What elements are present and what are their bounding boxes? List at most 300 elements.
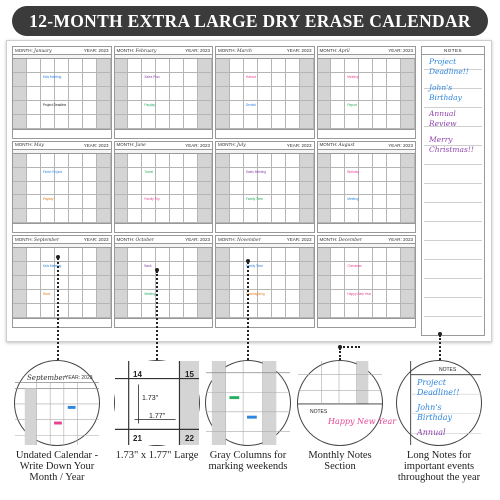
day-cell[interactable]	[258, 262, 272, 276]
weekend-cell[interactable]	[401, 304, 415, 318]
weekend-cell[interactable]	[401, 101, 415, 115]
weekend-cell[interactable]	[13, 195, 27, 209]
day-cell[interactable]	[244, 276, 258, 290]
weekend-cell[interactable]	[401, 262, 415, 276]
weekend-cell[interactable]	[216, 290, 230, 304]
day-cell[interactable]	[373, 248, 387, 262]
weekend-cell[interactable]	[97, 290, 111, 304]
weekend-cell[interactable]	[97, 73, 111, 87]
weekend-cell[interactable]	[216, 248, 230, 262]
day-cell[interactable]	[142, 101, 156, 115]
day-cell[interactable]	[272, 248, 286, 262]
day-cell[interactable]	[83, 73, 97, 87]
monthly-notes-section[interactable]	[216, 129, 314, 138]
weekend-cell[interactable]	[300, 101, 314, 115]
weekend-cell[interactable]	[13, 154, 27, 168]
monthly-notes-section[interactable]	[318, 318, 416, 327]
day-cell[interactable]	[170, 262, 184, 276]
day-cell[interactable]	[142, 59, 156, 73]
weekend-cell[interactable]	[216, 154, 230, 168]
weekend-cell[interactable]	[97, 304, 111, 318]
day-cell[interactable]	[286, 195, 300, 209]
day-cell[interactable]	[55, 73, 69, 87]
day-cell[interactable]	[230, 59, 244, 73]
weekend-cell[interactable]	[300, 115, 314, 129]
day-cell[interactable]	[272, 87, 286, 101]
weekend-cell[interactable]	[300, 154, 314, 168]
day-cell[interactable]	[345, 154, 359, 168]
day-cell[interactable]	[41, 101, 67, 115]
weekend-cell[interactable]	[97, 87, 111, 101]
day-cell[interactable]	[184, 115, 198, 129]
weekend-cell[interactable]	[318, 290, 332, 304]
day-cell[interactable]	[170, 209, 184, 223]
weekend-cell[interactable]	[115, 209, 129, 223]
day-cell[interactable]	[83, 248, 97, 262]
day-cell[interactable]	[331, 209, 345, 223]
day-cell[interactable]	[83, 304, 97, 318]
weekend-cell[interactable]	[13, 276, 27, 290]
day-cell[interactable]	[41, 290, 55, 304]
weekend-cell[interactable]	[115, 59, 129, 73]
day-cell[interactable]	[286, 168, 300, 182]
weekend-cell[interactable]	[198, 182, 212, 196]
day-cell[interactable]	[387, 209, 401, 223]
day-cell[interactable]	[286, 59, 300, 73]
monthly-notes-section[interactable]	[13, 129, 111, 138]
day-cell[interactable]	[27, 209, 41, 223]
day-cell[interactable]	[142, 290, 156, 304]
day-cell[interactable]	[387, 276, 401, 290]
day-cell[interactable]	[170, 115, 184, 129]
day-cell[interactable]	[156, 59, 170, 73]
day-cell[interactable]	[27, 101, 41, 115]
day-cell[interactable]	[142, 195, 160, 209]
day-cell[interactable]	[69, 73, 83, 87]
day-cell[interactable]	[128, 168, 142, 182]
day-cell[interactable]	[272, 290, 286, 304]
day-cell[interactable]	[331, 262, 345, 276]
weekend-cell[interactable]	[13, 101, 27, 115]
weekend-cell[interactable]	[13, 87, 27, 101]
day-cell[interactable]	[286, 182, 300, 196]
day-cell[interactable]	[55, 168, 69, 182]
day-cell[interactable]	[128, 182, 142, 196]
day-cell[interactable]	[373, 304, 387, 318]
day-cell[interactable]	[331, 154, 345, 168]
day-cell[interactable]	[27, 262, 41, 276]
day-cell[interactable]	[373, 262, 387, 276]
day-cell[interactable]	[128, 101, 142, 115]
day-cell[interactable]	[69, 248, 83, 262]
day-cell[interactable]	[156, 195, 170, 209]
day-cell[interactable]	[258, 182, 272, 196]
day-cell[interactable]	[359, 87, 373, 101]
day-cell[interactable]	[184, 182, 198, 196]
day-cell[interactable]	[170, 87, 184, 101]
weekend-cell[interactable]	[216, 59, 230, 73]
day-cell[interactable]	[373, 276, 387, 290]
weekend-cell[interactable]	[115, 262, 129, 276]
day-cell[interactable]	[230, 195, 244, 209]
day-cell[interactable]	[69, 87, 83, 101]
day-cell[interactable]	[258, 115, 272, 129]
day-cell[interactable]	[345, 209, 359, 223]
day-cell[interactable]	[345, 248, 359, 262]
day-cell[interactable]	[128, 248, 142, 262]
day-cell[interactable]	[387, 87, 401, 101]
day-cell[interactable]	[345, 73, 359, 87]
day-cell[interactable]	[69, 115, 83, 129]
day-cell[interactable]	[83, 87, 97, 101]
day-cell[interactable]	[373, 290, 387, 304]
day-cell[interactable]	[41, 304, 55, 318]
weekend-cell[interactable]	[300, 59, 314, 73]
day-cell[interactable]	[69, 101, 83, 115]
day-cell[interactable]	[258, 209, 272, 223]
day-cell[interactable]	[142, 154, 156, 168]
day-cell[interactable]	[156, 182, 170, 196]
day-cell[interactable]	[69, 290, 83, 304]
day-cell[interactable]	[230, 182, 244, 196]
day-cell[interactable]	[170, 304, 184, 318]
weekend-cell[interactable]	[401, 154, 415, 168]
weekend-cell[interactable]	[13, 262, 27, 276]
weekend-cell[interactable]	[13, 304, 27, 318]
day-cell[interactable]	[27, 248, 41, 262]
weekend-cell[interactable]	[318, 209, 332, 223]
weekend-cell[interactable]	[198, 59, 212, 73]
day-cell[interactable]	[128, 276, 142, 290]
day-cell[interactable]	[128, 73, 142, 87]
day-cell[interactable]	[331, 168, 345, 182]
day-cell[interactable]	[373, 195, 387, 209]
day-cell[interactable]	[244, 154, 258, 168]
day-cell[interactable]	[387, 248, 401, 262]
weekend-cell[interactable]	[97, 59, 111, 73]
day-cell[interactable]	[359, 248, 373, 262]
day-cell[interactable]	[55, 209, 69, 223]
day-cell[interactable]	[359, 290, 373, 304]
day-cell[interactable]	[345, 59, 359, 73]
weekend-cell[interactable]	[115, 276, 129, 290]
day-cell[interactable]	[244, 304, 258, 318]
day-cell[interactable]	[331, 87, 345, 101]
day-cell[interactable]	[128, 209, 142, 223]
day-cell[interactable]	[83, 154, 97, 168]
weekend-cell[interactable]	[97, 276, 111, 290]
day-cell[interactable]	[331, 290, 345, 304]
day-cell[interactable]	[184, 154, 198, 168]
weekend-cell[interactable]	[198, 304, 212, 318]
weekend-cell[interactable]	[216, 73, 230, 87]
day-cell[interactable]	[230, 276, 244, 290]
day-cell[interactable]	[387, 59, 401, 73]
weekend-cell[interactable]	[216, 304, 230, 318]
weekend-cell[interactable]	[13, 115, 27, 129]
weekend-cell[interactable]	[300, 290, 314, 304]
weekend-cell[interactable]	[318, 168, 332, 182]
day-cell[interactable]	[387, 262, 401, 276]
weekend-cell[interactable]	[115, 154, 129, 168]
weekend-cell[interactable]	[401, 115, 415, 129]
day-cell[interactable]	[387, 154, 401, 168]
weekend-cell[interactable]	[97, 154, 111, 168]
day-cell[interactable]	[230, 304, 244, 318]
weekend-cell[interactable]	[198, 209, 212, 223]
weekend-cell[interactable]	[216, 115, 230, 129]
monthly-notes-section[interactable]	[216, 318, 314, 327]
day-cell[interactable]	[156, 73, 170, 87]
day-cell[interactable]	[27, 290, 41, 304]
day-cell[interactable]	[286, 209, 300, 223]
day-cell[interactable]	[387, 304, 401, 318]
day-cell[interactable]	[230, 115, 244, 129]
day-cell[interactable]	[258, 276, 272, 290]
weekend-cell[interactable]	[300, 248, 314, 262]
day-cell[interactable]	[286, 276, 300, 290]
day-cell[interactable]	[41, 73, 62, 87]
day-cell[interactable]	[373, 59, 387, 73]
day-cell[interactable]	[286, 101, 300, 115]
weekend-cell[interactable]	[300, 262, 314, 276]
day-cell[interactable]	[184, 290, 198, 304]
day-cell[interactable]	[170, 290, 184, 304]
day-cell[interactable]	[83, 209, 97, 223]
weekend-cell[interactable]	[318, 59, 332, 73]
day-cell[interactable]	[272, 304, 286, 318]
weekend-cell[interactable]	[216, 101, 230, 115]
day-cell[interactable]	[387, 182, 401, 196]
weekend-cell[interactable]	[318, 101, 332, 115]
weekend-cell[interactable]	[401, 87, 415, 101]
monthly-notes-section[interactable]	[318, 129, 416, 138]
day-cell[interactable]	[345, 182, 359, 196]
day-cell[interactable]	[69, 182, 83, 196]
day-cell[interactable]	[272, 154, 286, 168]
day-cell[interactable]	[272, 101, 286, 115]
day-cell[interactable]	[69, 168, 83, 182]
weekend-cell[interactable]	[318, 262, 332, 276]
weekend-cell[interactable]	[318, 115, 332, 129]
weekend-cell[interactable]	[198, 290, 212, 304]
day-cell[interactable]	[387, 101, 401, 115]
day-cell[interactable]	[156, 115, 170, 129]
weekend-cell[interactable]	[13, 290, 27, 304]
day-cell[interactable]	[184, 168, 198, 182]
weekend-cell[interactable]	[97, 209, 111, 223]
weekend-cell[interactable]	[318, 195, 332, 209]
weekend-cell[interactable]	[115, 248, 129, 262]
day-cell[interactable]	[27, 59, 41, 73]
day-cell[interactable]	[170, 182, 184, 196]
day-cell[interactable]	[69, 209, 83, 223]
day-cell[interactable]	[55, 115, 69, 129]
day-cell[interactable]	[156, 290, 170, 304]
day-cell[interactable]	[272, 115, 286, 129]
day-cell[interactable]	[359, 182, 373, 196]
day-cell[interactable]	[128, 304, 142, 318]
day-cell[interactable]	[286, 73, 300, 87]
monthly-notes-section[interactable]	[115, 223, 213, 232]
day-cell[interactable]	[331, 182, 345, 196]
weekend-cell[interactable]	[198, 115, 212, 129]
weekend-cell[interactable]	[300, 182, 314, 196]
weekend-cell[interactable]	[97, 262, 111, 276]
day-cell[interactable]	[359, 304, 373, 318]
day-cell[interactable]	[244, 101, 258, 115]
day-cell[interactable]	[142, 87, 156, 101]
day-cell[interactable]	[286, 248, 300, 262]
day-cell[interactable]	[142, 115, 156, 129]
weekend-cell[interactable]	[115, 290, 129, 304]
day-cell[interactable]	[345, 168, 359, 182]
day-cell[interactable]	[359, 154, 373, 168]
day-cell[interactable]	[272, 168, 286, 182]
day-cell[interactable]	[373, 209, 387, 223]
day-cell[interactable]	[345, 101, 359, 115]
day-cell[interactable]	[373, 182, 387, 196]
day-cell[interactable]	[244, 209, 258, 223]
day-cell[interactable]	[359, 168, 373, 182]
day-cell[interactable]	[258, 195, 272, 209]
weekend-cell[interactable]	[97, 182, 111, 196]
day-cell[interactable]	[41, 248, 55, 262]
day-cell[interactable]	[331, 276, 345, 290]
day-cell[interactable]	[387, 73, 401, 87]
weekend-cell[interactable]	[13, 59, 27, 73]
weekend-cell[interactable]	[401, 73, 415, 87]
weekend-cell[interactable]	[97, 168, 111, 182]
day-cell[interactable]	[258, 59, 272, 73]
monthly-notes-section[interactable]	[13, 318, 111, 327]
day-cell[interactable]	[258, 290, 272, 304]
weekend-cell[interactable]	[115, 87, 129, 101]
day-cell[interactable]	[184, 59, 198, 73]
day-cell[interactable]	[83, 276, 97, 290]
day-cell[interactable]	[142, 182, 156, 196]
day-cell[interactable]	[41, 154, 55, 168]
day-cell[interactable]	[258, 304, 272, 318]
day-cell[interactable]	[359, 73, 373, 87]
day-cell[interactable]	[156, 248, 170, 262]
weekend-cell[interactable]	[13, 248, 27, 262]
day-cell[interactable]	[387, 115, 401, 129]
day-cell[interactable]	[142, 168, 156, 182]
day-cell[interactable]	[170, 195, 184, 209]
day-cell[interactable]	[184, 195, 198, 209]
weekend-cell[interactable]	[318, 304, 332, 318]
day-cell[interactable]	[244, 73, 258, 87]
day-cell[interactable]	[156, 154, 170, 168]
weekend-cell[interactable]	[318, 182, 332, 196]
day-cell[interactable]	[373, 73, 387, 87]
weekend-cell[interactable]	[13, 182, 27, 196]
day-cell[interactable]	[55, 182, 69, 196]
day-cell[interactable]	[55, 101, 69, 115]
day-cell[interactable]	[230, 248, 244, 262]
day-cell[interactable]	[41, 262, 62, 276]
day-cell[interactable]	[244, 59, 258, 73]
weekend-cell[interactable]	[97, 101, 111, 115]
weekend-cell[interactable]	[198, 195, 212, 209]
day-cell[interactable]	[41, 87, 55, 101]
day-cell[interactable]	[27, 195, 41, 209]
day-cell[interactable]	[83, 195, 97, 209]
day-cell[interactable]	[230, 290, 244, 304]
day-cell[interactable]	[170, 101, 184, 115]
day-cell[interactable]	[387, 290, 401, 304]
day-cell[interactable]	[41, 115, 55, 129]
day-cell[interactable]	[184, 73, 198, 87]
day-cell[interactable]	[230, 168, 244, 182]
day-cell[interactable]	[27, 73, 41, 87]
weekend-cell[interactable]	[198, 248, 212, 262]
day-cell[interactable]	[258, 87, 272, 101]
day-cell[interactable]	[170, 154, 184, 168]
day-cell[interactable]	[41, 276, 55, 290]
day-cell[interactable]	[345, 276, 359, 290]
day-cell[interactable]	[69, 59, 83, 73]
weekend-cell[interactable]	[198, 101, 212, 115]
day-cell[interactable]	[128, 87, 142, 101]
day-cell[interactable]	[359, 195, 373, 209]
day-cell[interactable]	[69, 195, 83, 209]
weekend-cell[interactable]	[401, 182, 415, 196]
day-cell[interactable]	[83, 168, 97, 182]
weekend-cell[interactable]	[115, 304, 129, 318]
day-cell[interactable]	[286, 115, 300, 129]
day-cell[interactable]	[244, 290, 265, 304]
day-cell[interactable]	[359, 262, 373, 276]
weekend-cell[interactable]	[318, 154, 332, 168]
day-cell[interactable]	[272, 195, 286, 209]
day-cell[interactable]	[286, 290, 300, 304]
weekend-cell[interactable]	[401, 209, 415, 223]
day-cell[interactable]	[244, 87, 258, 101]
day-cell[interactable]	[359, 209, 373, 223]
day-cell[interactable]	[184, 304, 198, 318]
day-cell[interactable]	[55, 154, 69, 168]
day-cell[interactable]	[258, 101, 272, 115]
weekend-cell[interactable]	[401, 168, 415, 182]
monthly-notes-section[interactable]	[115, 129, 213, 138]
day-cell[interactable]	[41, 209, 55, 223]
weekend-cell[interactable]	[97, 248, 111, 262]
day-cell[interactable]	[244, 262, 264, 276]
day-cell[interactable]	[128, 195, 142, 209]
day-cell[interactable]	[244, 182, 258, 196]
day-cell[interactable]	[170, 248, 184, 262]
weekend-cell[interactable]	[300, 87, 314, 101]
day-cell[interactable]	[258, 73, 272, 87]
day-cell[interactable]	[359, 101, 373, 115]
weekend-cell[interactable]	[13, 209, 27, 223]
day-cell[interactable]	[27, 182, 41, 196]
day-cell[interactable]	[142, 209, 156, 223]
weekend-cell[interactable]	[198, 262, 212, 276]
day-cell[interactable]	[170, 276, 184, 290]
day-cell[interactable]	[272, 262, 286, 276]
day-cell[interactable]	[272, 59, 286, 73]
monthly-notes-section[interactable]	[13, 223, 111, 232]
day-cell[interactable]	[27, 276, 41, 290]
day-cell[interactable]	[230, 209, 244, 223]
day-cell[interactable]	[27, 154, 41, 168]
day-cell[interactable]	[156, 276, 170, 290]
weekend-cell[interactable]	[216, 276, 230, 290]
day-cell[interactable]	[27, 87, 41, 101]
